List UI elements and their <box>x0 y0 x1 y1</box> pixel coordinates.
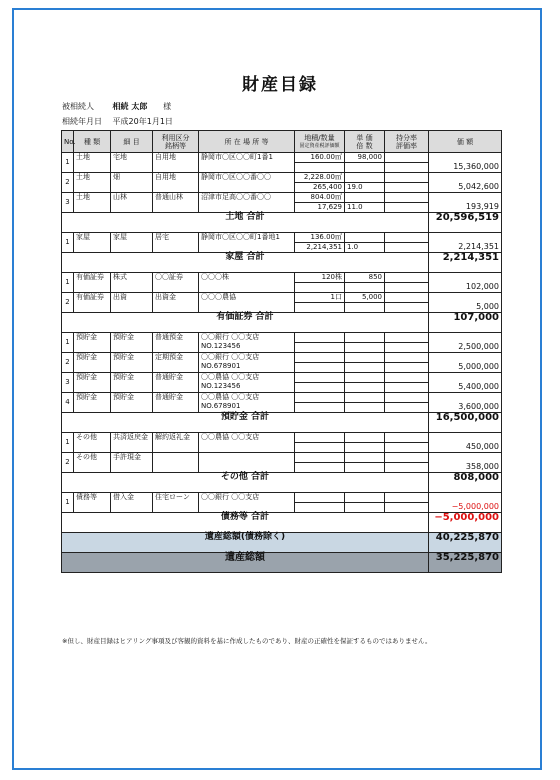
header-area: 地積/数量 固定資産税評価額 <box>295 131 345 153</box>
table-row <box>62 153 502 173</box>
row-type: 土地 <box>74 173 111 193</box>
row-number: 3 <box>62 373 74 393</box>
section-total-label: 有価証券 合計 <box>62 313 429 333</box>
row-number: 1 <box>62 233 74 253</box>
row-number: 3 <box>62 193 74 213</box>
row-quantity: 2,228.00㎡ 265,400 <box>295 173 345 193</box>
row-usage: 普通預金 <box>153 333 199 353</box>
row-location: 静岡市〇区〇〇番〇〇 <box>199 173 295 193</box>
row-number: 1 <box>62 433 74 453</box>
row-type: 預貯金 <box>74 393 111 413</box>
row-usage: 〇〇証券 <box>153 273 199 293</box>
row-item: 宅地 <box>111 153 153 173</box>
section-total-label: 債務等 合計 <box>62 513 429 533</box>
row-quantity: 1口 <box>295 293 345 313</box>
row-ratio <box>385 233 429 253</box>
row-location: 〇〇農協 〇〇支店 NO.678901 <box>199 393 295 413</box>
row-usage: 普通貯金 <box>153 373 199 393</box>
row-unit <box>345 333 385 353</box>
section-total-label: 預貯金 合計 <box>62 413 429 433</box>
header-ratio: 持分率 評価率 <box>385 131 429 153</box>
table-row <box>62 273 502 293</box>
row-usage: 定期預金 <box>153 353 199 373</box>
section-total-label: その他 合計 <box>62 473 429 493</box>
row-type: その他 <box>74 433 111 453</box>
row-location: 〇〇銀行 〇〇支店 NO.678901 <box>199 353 295 373</box>
row-amount: 5,042,600 <box>429 173 502 193</box>
row-item: 家屋 <box>111 233 153 253</box>
row-quantity: 136.00㎡ 2,214,351 <box>295 233 345 253</box>
table-body <box>62 153 502 573</box>
row-amount: 358,000 <box>429 453 502 473</box>
document-title: 財産目録 <box>242 75 318 95</box>
row-item: 畑 <box>111 173 153 193</box>
section-total-value: 2,214,351 <box>429 253 502 273</box>
row-quantity <box>295 393 345 413</box>
row-usage: 自用地 <box>153 153 199 173</box>
section-total-label: 家屋 合計 <box>62 253 429 273</box>
row-item: 山林 <box>111 193 153 213</box>
row-ratio <box>385 393 429 413</box>
table-row <box>62 493 502 513</box>
net-total-row <box>62 553 502 573</box>
row-unit: 98,000 <box>345 153 385 173</box>
section-total-value: 20,596,519 <box>429 213 502 233</box>
table-row <box>62 353 502 373</box>
decedent-name: 相続 太郎 <box>112 102 148 111</box>
footnote: ※但し、財産目録はヒアリング事項及び客観的資料を基に作成したものであり、財産の正確性を保証するものではありません。 <box>62 637 432 645</box>
row-usage: 住宅ローン <box>153 493 199 513</box>
row-item: 預貯金 <box>111 393 153 413</box>
row-location: 〇〇銀行 〇〇支店 <box>199 493 295 513</box>
row-unit: 19.0 <box>345 173 385 193</box>
row-number: 1 <box>62 493 74 513</box>
row-amount: −5,000,000 <box>429 493 502 513</box>
row-type: 有価証券 <box>74 273 111 293</box>
row-location: 〇〇農協 〇〇支店 <box>199 433 295 453</box>
account-number: NO.123456 <box>201 342 241 350</box>
row-quantity: 160.00㎡ <box>295 153 345 173</box>
row-location: 〇〇農協 〇〇支店 NO.123456 <box>199 373 295 393</box>
header-type: 種 類 <box>74 131 111 153</box>
row-quantity <box>295 433 345 453</box>
section-total-row <box>62 473 502 493</box>
decedent-label: 被相続人 <box>62 102 94 111</box>
header-usage: 利用区分 銘柄等 <box>153 131 199 153</box>
account-number: NO.678901 <box>201 402 241 410</box>
row-ratio <box>385 453 429 473</box>
row-item: 出資 <box>111 293 153 313</box>
decedent-line <box>62 101 171 112</box>
row-quantity: 120株 <box>295 273 345 293</box>
row-ratio <box>385 333 429 353</box>
table-row <box>62 293 502 313</box>
row-unit: 1.0 <box>345 233 385 253</box>
header-no: No. <box>62 131 74 153</box>
row-unit <box>345 393 385 413</box>
row-quantity <box>295 493 345 513</box>
section-total-row <box>62 413 502 433</box>
row-ratio <box>385 193 429 213</box>
row-unit <box>345 453 385 473</box>
row-ratio <box>385 273 429 293</box>
row-item: 預貯金 <box>111 333 153 353</box>
table-row <box>62 393 502 413</box>
row-type: 預貯金 <box>74 333 111 353</box>
grand-total-row <box>62 533 502 553</box>
section-total-row <box>62 513 502 533</box>
row-amount: 450,000 <box>429 433 502 453</box>
header-amount: 価 額 <box>429 131 502 153</box>
section-total-row <box>62 213 502 233</box>
row-usage <box>153 453 199 473</box>
row-unit: 5,000 <box>345 293 385 313</box>
row-type: 土地 <box>74 153 111 173</box>
row-item: 株式 <box>111 273 153 293</box>
row-location: 〇〇〇農協 <box>199 293 295 313</box>
asset-table <box>61 130 502 573</box>
row-location: 静岡市〇区〇〇町1番地1 <box>199 233 295 253</box>
row-type: 土地 <box>74 193 111 213</box>
decedent-suffix: 様 <box>163 102 172 111</box>
row-item: 預貯金 <box>111 373 153 393</box>
row-ratio <box>385 433 429 453</box>
row-item: 共済返戻金 <box>111 433 153 453</box>
row-type: その他 <box>74 453 111 473</box>
net-total-label: 遺産総額 <box>62 553 429 573</box>
row-usage: 解約返礼金 <box>153 433 199 453</box>
table-row <box>62 233 502 253</box>
row-quantity <box>295 333 345 353</box>
row-number: 2 <box>62 173 74 193</box>
section-total-value: −5,000,000 <box>429 513 502 533</box>
row-ratio <box>385 493 429 513</box>
row-quantity <box>295 353 345 373</box>
row-ratio <box>385 353 429 373</box>
section-total-value: 808,000 <box>429 473 502 493</box>
row-ratio <box>385 373 429 393</box>
row-number: 2 <box>62 453 74 473</box>
section-total-row <box>62 313 502 333</box>
row-location <box>199 453 295 473</box>
row-type: 預貯金 <box>74 353 111 373</box>
row-item: 預貯金 <box>111 353 153 373</box>
section-total-value: 16,500,000 <box>429 413 502 433</box>
table-row <box>62 453 502 473</box>
row-quantity <box>295 453 345 473</box>
section-total-row <box>62 253 502 273</box>
row-amount: 102,000 <box>429 273 502 293</box>
row-quantity <box>295 373 345 393</box>
row-location: 〇〇銀行 〇〇支店 NO.123456 <box>199 333 295 353</box>
row-location: 沼津市足高〇〇番〇〇 <box>199 193 295 213</box>
row-usage: 自用地 <box>153 173 199 193</box>
grand-total-label: 遺産総額(債務除く) <box>62 533 429 553</box>
row-number: 4 <box>62 393 74 413</box>
table-row <box>62 173 502 193</box>
date-value: 平成20年1月1日 <box>112 117 173 126</box>
account-number: NO.123456 <box>201 382 241 390</box>
date-label: 相続年月日 <box>62 117 102 126</box>
row-item: 手許現金 <box>111 453 153 473</box>
row-unit <box>345 353 385 373</box>
row-number: 2 <box>62 293 74 313</box>
row-amount: 2,214,351 <box>429 233 502 253</box>
section-total-label: 土地 合計 <box>62 213 429 233</box>
grand-total-value: 40,225,870 <box>429 533 502 553</box>
table-row <box>62 333 502 353</box>
row-ratio <box>385 293 429 313</box>
row-usage: 出資金 <box>153 293 199 313</box>
net-total-value: 35,225,870 <box>429 553 502 573</box>
row-type: 家屋 <box>74 233 111 253</box>
row-amount: 5,000,000 <box>429 353 502 373</box>
table-row <box>62 373 502 393</box>
row-amount: 5,400,000 <box>429 373 502 393</box>
account-number: NO.678901 <box>201 362 241 370</box>
row-type: 有価証券 <box>74 293 111 313</box>
row-unit <box>345 493 385 513</box>
row-type: 債務等 <box>74 493 111 513</box>
row-quantity: 804.00㎡ 17,629 <box>295 193 345 213</box>
row-ratio <box>385 173 429 193</box>
row-unit <box>345 433 385 453</box>
table-row <box>62 433 502 453</box>
date-line <box>62 116 173 127</box>
row-unit <box>345 373 385 393</box>
row-usage: 普通山林 <box>153 193 199 213</box>
table-header <box>62 131 502 153</box>
row-amount: 15,360,000 <box>429 153 502 173</box>
row-amount: 193,919 <box>429 193 502 213</box>
header-unit: 単 価 倍 数 <box>345 131 385 153</box>
row-location: 静岡市〇区〇〇町1番1 <box>199 153 295 173</box>
row-type: 預貯金 <box>74 373 111 393</box>
row-number: 2 <box>62 353 74 373</box>
row-number: 1 <box>62 153 74 173</box>
row-item: 借入金 <box>111 493 153 513</box>
row-amount: 5,000 <box>429 293 502 313</box>
row-amount: 2,500,000 <box>429 333 502 353</box>
header-item: 細 目 <box>111 131 153 153</box>
row-usage: 居宅 <box>153 233 199 253</box>
section-total-value: 107,000 <box>429 313 502 333</box>
row-amount: 3,600,000 <box>429 393 502 413</box>
row-location: 〇〇〇株 <box>199 273 295 293</box>
row-unit: 850 <box>345 273 385 293</box>
header-location: 所 在 場 所 等 <box>199 131 295 153</box>
row-ratio <box>385 153 429 173</box>
row-usage: 普通貯金 <box>153 393 199 413</box>
row-unit: 11.0 <box>345 193 385 213</box>
table-row <box>62 193 502 213</box>
row-number: 1 <box>62 273 74 293</box>
row-number: 1 <box>62 333 74 353</box>
